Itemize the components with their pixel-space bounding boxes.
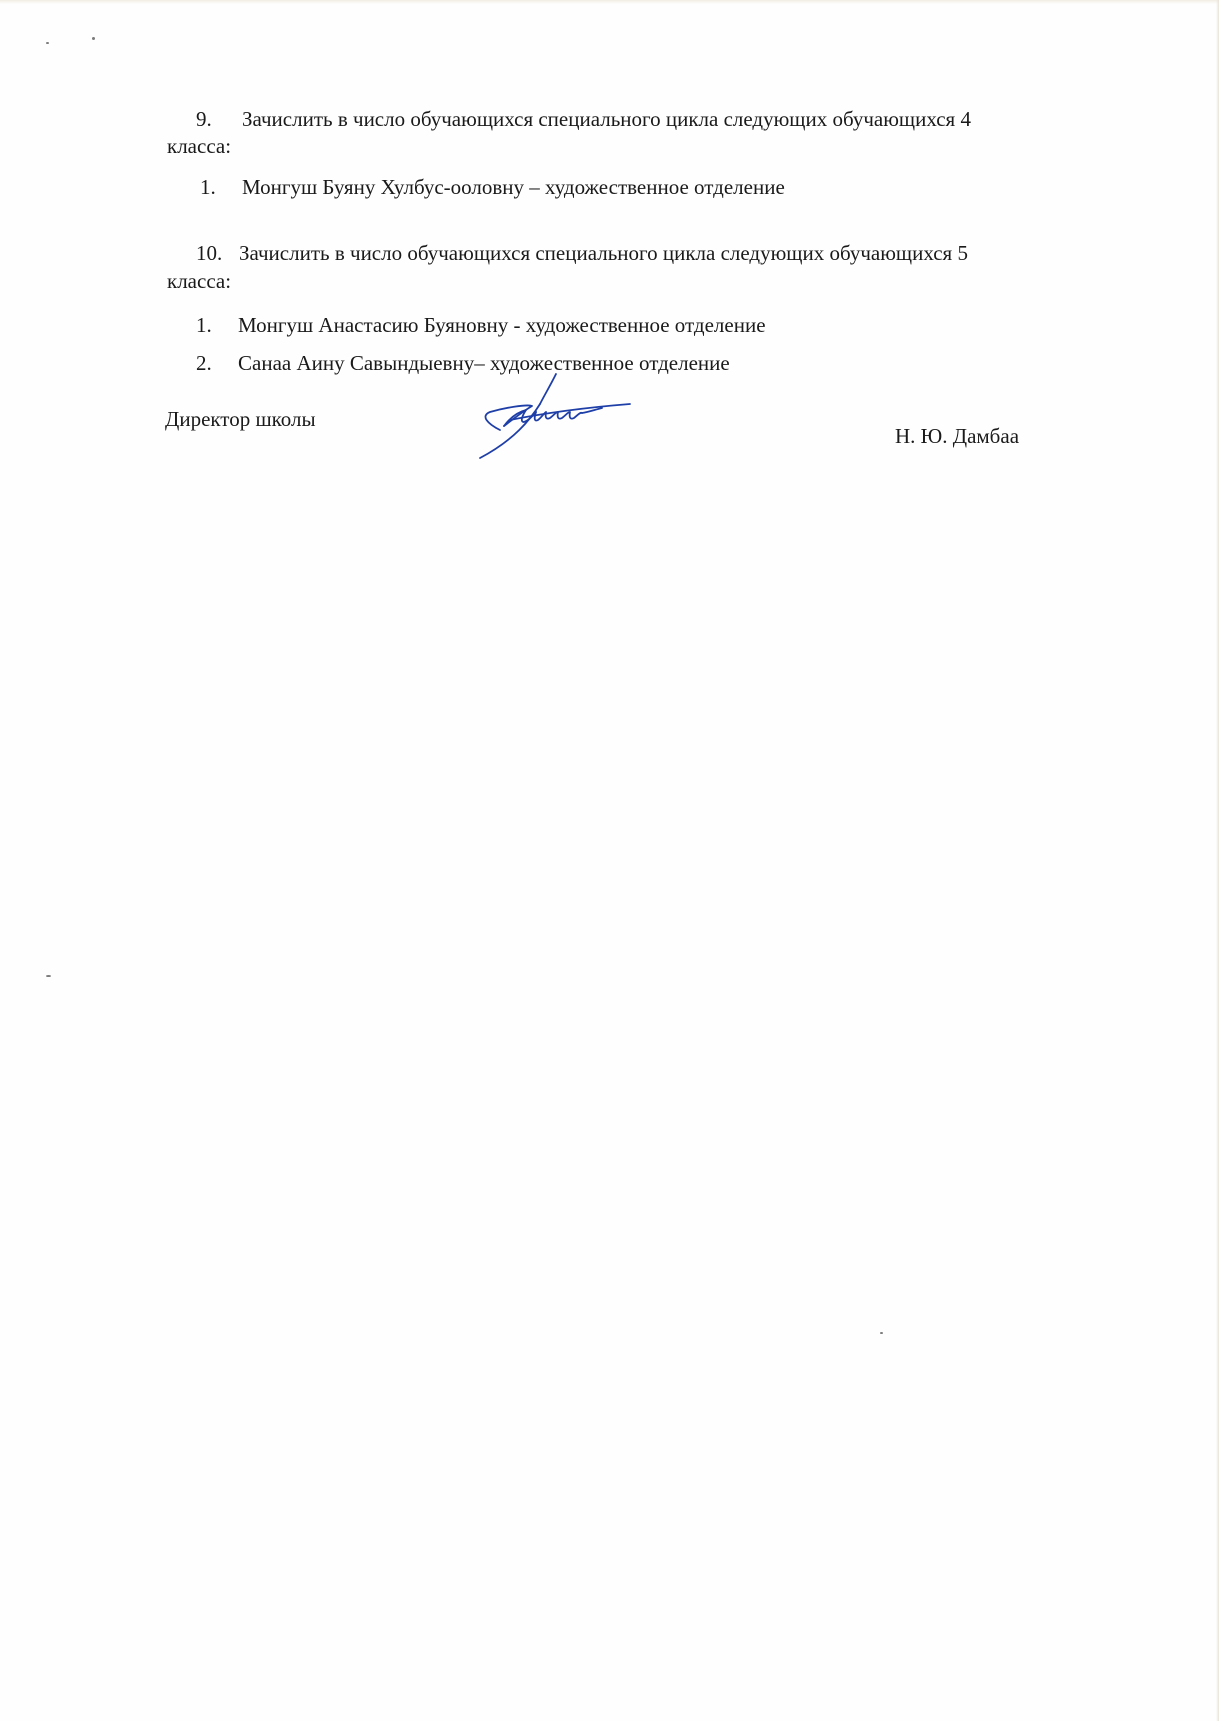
scan-speck [46,42,49,44]
item-10-text: Зачислить в число обучающихся специального цикла следующих обучающихся 5 [239,241,968,265]
scan-speck [880,1332,883,1334]
item-9-student-1 [200,175,785,199]
position-title: Директор школы [165,407,316,431]
list-number: 1. [200,175,216,199]
item-9-continuation: класса: [167,134,232,158]
student-entry: Монгуш Буяну Хулбус-ооловну – художественное отделение [242,175,785,199]
item-9-text: Зачислить в число обучающихся специального цикла следующих обучающихся 4 [242,107,971,131]
scan-speck [46,975,51,977]
item-10-heading [196,241,968,265]
signatory-name: Н. Ю. Дамбаа [895,424,1020,448]
list-number: 2. [196,351,212,375]
item-9-number: 9. [196,107,212,131]
list-number: 1. [196,313,212,337]
item-10-continuation: класса: [167,269,232,293]
student-entry: Монгуш Анастасию Буяновну - художественное отделение [238,313,766,337]
item-10-number: 10. [196,241,223,265]
item-9-heading [196,107,971,131]
scan-speck [92,37,95,40]
handwritten-signature [470,370,640,462]
student-entry: Санаа Аину Савындыевну– художественное отделение [238,351,730,375]
page-top-edge [0,0,1219,4]
item-10-student-2 [196,351,730,375]
item-10-student-1 [196,313,766,337]
